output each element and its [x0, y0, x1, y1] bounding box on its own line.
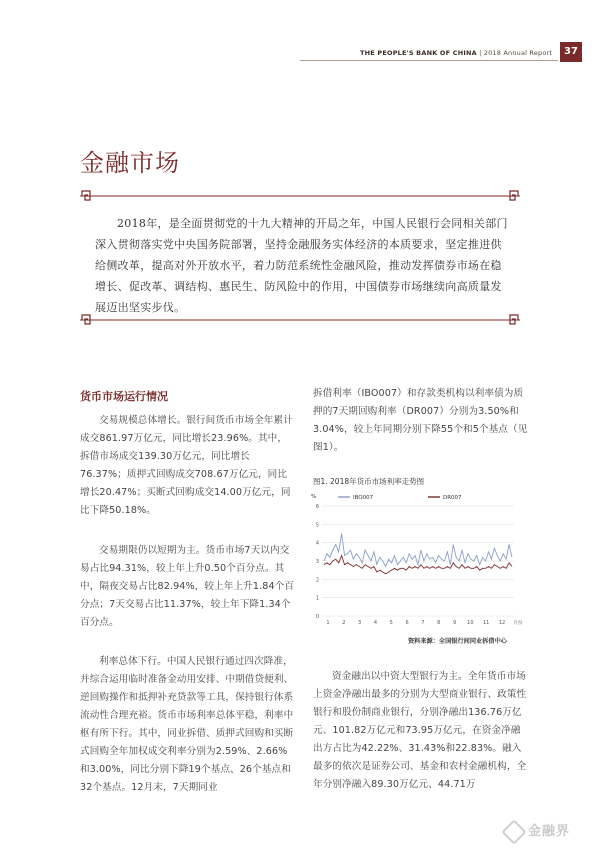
legend-label-dr007: DR007: [443, 495, 462, 501]
x-tick-label: 9: [452, 620, 457, 626]
page-title: 金融市场: [80, 149, 180, 177]
left-column: [80, 412, 295, 520]
x-axis-label: 月份: [513, 621, 523, 626]
x-tick-label: 12: [498, 620, 506, 626]
watermark: [505, 820, 570, 841]
y-tick-label: 6: [315, 504, 319, 510]
watermark-logo-icon: [501, 819, 526, 844]
legend-label-ibo007: IBO007: [353, 495, 374, 501]
left-column-2: [80, 542, 295, 632]
paragraph-volume: 交易规模总体增长。银行间货币市场全年累计成交861.97万亿元，同比增长23.96%。其中，拆借市场成交139.30万亿元，同比增长76.37%；质押式回购成交708.67万亿元，同比增长20.47%；买断式回购成交14.00万亿元，同比下降50.18%。: [80, 415, 293, 516]
header-rule: [300, 60, 558, 61]
y-tick-label: 0: [315, 614, 319, 620]
figure-source: 资料来源：全国银行间同业拆借中心: [408, 638, 507, 645]
intro-paragraph: 2018年，是全面贯彻党的十九大精神的开局之年，中国人民银行会同相关部门深入贯彻落实党中央国务院部署，坚持金融服务实体经济的本质要求，坚定推进供给侧改革，提高对外开放水平，着力防范系统性金融风险，推动发挥债券市场在稳增长、促改革、调结构、惠民生、防风险中的作用，中国债券市场继续向高质量发展迈出坚实步伐。: [95, 217, 508, 314]
right-column-top: [313, 385, 528, 457]
y-tick-label: 3: [315, 559, 319, 565]
fret-divider-bottom: [80, 314, 520, 326]
paragraph-rates: 利率总体下行。中国人民银行通过四次降准，并综合运用临时准备金动用安排、中期借贷便利、逆回购操作和抵押补充贷款等工具，保持银行体系流动性合理充裕。货币市场利率总体平稳，利率中枢有所下行。其中，同业拆借、质押式回购和买断式回购全年加权成交利率分别为2.59%、2.66%和3.00%，同比分别下降19个基点、26个基点和32个基点。12月末，7天期同业: [80, 656, 294, 793]
series-line-ibo007: [324, 534, 512, 567]
left-column-3: [80, 653, 295, 797]
x-tick-label: 4: [373, 620, 378, 626]
paragraph-rates-cont: 拆借利率（IBO007）和存款类机构以利率债为质押的7天期回购利率（DR007）分别为3.50%和3.04%，较上年同期分别下降55个和5个基点（见图1）。: [313, 388, 528, 453]
rate-chart-svg: [308, 488, 528, 634]
x-tick-label: 3: [358, 620, 362, 626]
page-header: [0, 40, 600, 68]
x-tick-label: 11: [482, 620, 490, 626]
section-title: 货币市场运行情况: [80, 390, 168, 403]
right-column-bottom: [313, 668, 528, 794]
y-axis-label: %: [311, 494, 317, 500]
x-tick-label: 8: [437, 620, 441, 626]
paragraph-funding: 资金融出以中资大型银行为主。全年货币市场上资金净融出最多的分别为大型商业银行、政策性银行和股份制商业银行，分别净融出136.76万亿元、101.82万亿元和73.95万亿元，在资金净融出方占比为42.22%、31.43%和22.83%。融入最多的依次是证券公司、基金和农村金融机构，全年分别净融入89.30万亿元、44.71万: [313, 671, 527, 790]
x-tick-label: 1: [326, 620, 330, 626]
header-text: [360, 49, 552, 57]
header-org-name: THE PEOPLE'S BANK OF CHINA: [360, 49, 477, 57]
paragraph-maturity: 交易期限仍以短期为主。货币市场7天以内交易占比94.31%，较上年上升0.50个百分点。其中，隔夜交易占比82.94%，较上年上升1.84个百分点；7天交易占比11.37%，较上年下降1.34个百分点。: [80, 545, 295, 628]
fret-divider-top: [80, 190, 520, 202]
x-tick-label: 10: [467, 620, 474, 626]
y-tick-label: 1: [315, 595, 319, 602]
y-tick-label: 5: [315, 522, 319, 529]
y-tick-label: 4: [315, 540, 319, 547]
y-tick-label: 2: [315, 577, 319, 584]
x-tick-label: 6: [405, 620, 409, 626]
figure-title: 图1. 2018年货币市场利率走势图: [313, 477, 425, 486]
header-report-name: | 2018 Annual Report: [476, 49, 553, 57]
page-number: 37: [560, 42, 582, 62]
x-tick-label: 2: [342, 620, 346, 626]
watermark-text: 金融界: [528, 824, 571, 839]
rate-chart: [308, 488, 528, 634]
x-tick-label: 7: [421, 620, 425, 626]
x-tick-label: 5: [389, 620, 393, 626]
